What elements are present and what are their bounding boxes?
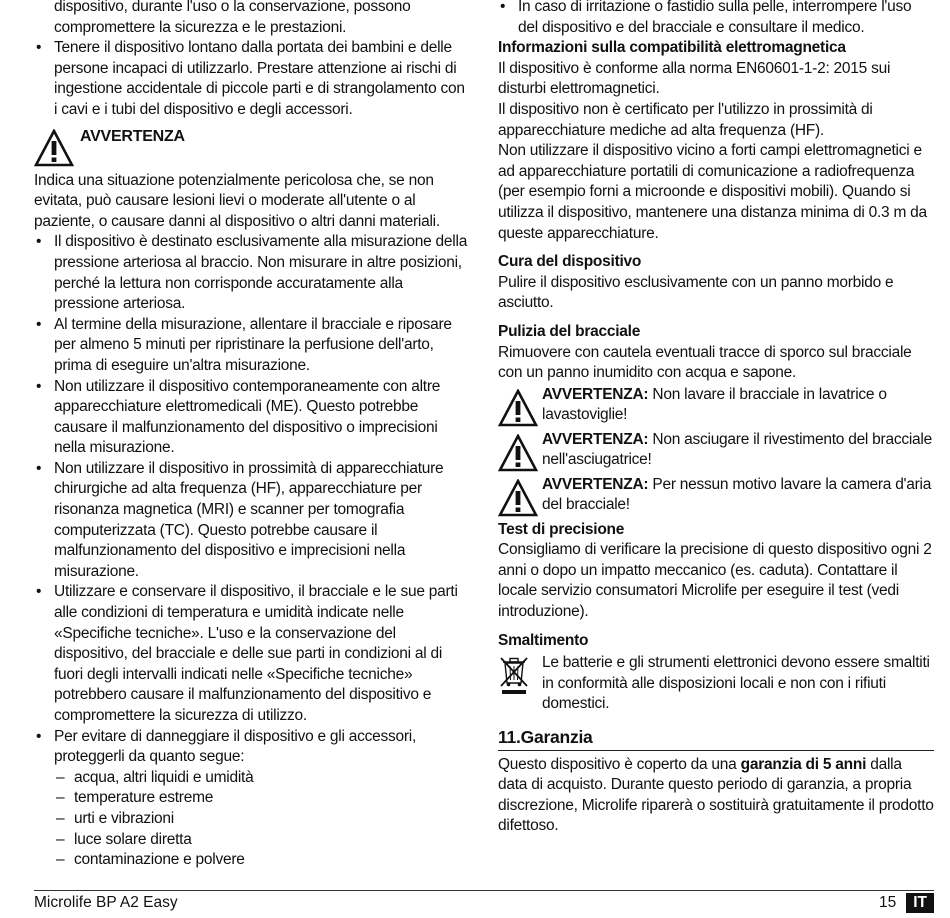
- emc-paragraph: Il dispositivo è conforme alla norma EN60601-1-2: 2015 sui disturbi elettromagnetici.: [498, 59, 891, 98]
- footer-page-info: [879, 893, 934, 913]
- sub-list-item: – urti e vibrazioni: [54, 809, 470, 830]
- sub-list-item: – luce solare diretta: [54, 830, 470, 851]
- crossed-bin-icon: [498, 655, 530, 695]
- warranty-period: garanzia di 5 anni: [740, 755, 867, 773]
- cuff-cleaning-paragraph: Rimuovere con cautela eventuali tracce di sporco sul bracciale con un panno inumidito con acqua e sapone.: [498, 343, 912, 382]
- list-item: • Non utilizzare il dispositivo in prossimità di apparecchiature chirurgiche ad alta frequenza (HF), apparecchiature per risonanza magnetica (MRI) e scanner per tomografia computerizzata (TC). Questo potrebbe causare il malfunzionamento del dispositivo e imprecisioni nella misurazione.: [34, 459, 470, 583]
- list-item: • In caso di irritazione o fastidio sulla pelle, interrompere l'uso del dispositivo e del bracciale e consultare il medico.: [498, 0, 934, 38]
- warranty-heading: 11.Garanzia: [498, 727, 934, 751]
- warning-title: AVVERTENZA: [80, 127, 185, 145]
- warning-text: Non asciugare il rivestimento del bracciale nell'asciugatrice!: [542, 430, 932, 469]
- warning-triangle-icon: [498, 389, 538, 427]
- cuff-cleaning-heading: Pulizia del bracciale: [498, 322, 641, 340]
- emc-paragraph: Il dispositivo non è certificato per l'utilizzo in prossimità di apparecchiature mediche ad alta frequenza (HF).: [498, 100, 873, 139]
- warranty-text-start: Questo dispositivo è coperto da una: [498, 755, 741, 773]
- emc-heading: Informazioni sulla compatibilità elettromagnetica: [498, 39, 846, 57]
- disposal-paragraph: Le batterie e gli strumenti elettronici devono essere smaltiti in conformità alle disposizioni locali e non con i rifiuti domestici.: [542, 654, 930, 713]
- warning-triangle-icon: [498, 434, 538, 472]
- warning-label: AVVERTENZA:: [542, 475, 649, 493]
- sub-list-item: – contaminazione e polvere: [54, 850, 470, 871]
- warning-triangle-icon: [34, 129, 74, 167]
- cuff-warning: [498, 385, 934, 427]
- warning-text: Per nessun motivo lavare la camera d'aria del bracciale!: [542, 475, 932, 514]
- page-number: 15: [878, 894, 897, 911]
- footer-divider: [34, 890, 934, 891]
- disposal-row: [498, 653, 934, 715]
- sub-list-item: – acqua, altri liquidi e umidità: [54, 768, 470, 789]
- warranty-paragraph: [498, 755, 934, 837]
- list-item: [34, 727, 470, 768]
- right-column: [498, 0, 934, 837]
- warning-description: Indica una situazione potenzialmente pericolosa che, se non evitata, può causare lesioni lievi o moderate all'utente o al paziente, o causare danni al dispositivo o altri danni materiali.: [34, 171, 440, 230]
- intro-continuation: dispositivo, durante l'uso o la conservazione, possono compromettere la sicurezza e le prestazioni.: [54, 0, 411, 36]
- footer-product-name: Microlife BP A2 Easy: [34, 894, 178, 911]
- care-heading: Cura del dispositivo: [498, 253, 642, 271]
- cuff-warning: [498, 475, 934, 517]
- language-badge: IT: [906, 893, 934, 913]
- warning-label: AVVERTENZA:: [542, 385, 649, 403]
- left-column: [34, 0, 470, 871]
- accuracy-heading: Test di precisione: [498, 520, 625, 538]
- protection-sub-list: [34, 768, 470, 871]
- warning-triangle-icon: [498, 479, 538, 517]
- emc-paragraph: Non utilizzare il dispositivo vicino a forti campi elettromagnetici e ad apparecchiature portatili di comunicazione a radiofrequenza (per esempio forni a microonde e dispositivi mobili). Quando si utilizza il dispositivo, mantenere una distanza minima di 0.3 m da queste apparecchiature.: [498, 142, 927, 242]
- list-item: • Al termine della misurazione, allentare il bracciale e riposare per almeno 5 minuti per ripristinare la perfusione dell'arto, prima di eseguire un'altra misurazione.: [34, 315, 470, 377]
- warranty-text-end: dalla data di acquisto. Durante questo periodo di garanzia, a propria discrezione, Microlife riparerà o sostituirà gratuitamente il prodotto difettoso.: [498, 755, 934, 835]
- list-item: • Utilizzare e conservare il dispositivo, il bracciale e le sue parti alle condizioni di temperatura e umidità indicate nelle «Specifiche tecniche». L'uso e la conservazione del dispositivo, del bracciale e delle sue parti in condizioni al di fuori degli intervalli indicati nelle «Specifiche tecniche» potrebbero causare il malfunzionamento del dispositivo e compromettere la sicurezza di utilizzo.: [34, 582, 470, 726]
- warning-label: AVVERTENZA:: [542, 430, 649, 448]
- list-item: • Il dispositivo è destinato esclusivamente alla misurazione della pressione arteriosa al braccio. Non misurare in altre posizioni, perché la lettura non corrisponde accuratamente alla pressione arteriosa.: [34, 232, 470, 314]
- list-item: • Tenere il dispositivo lontano dalla portata dei bambini e delle persone incapaci di utilizzarlo. Prestare attenzione ai rischi di ingestione accidentale di piccole parti e di strangolamento con i cavi e i tubi del dispositivo e degli accessori.: [34, 38, 470, 120]
- list-item-text: Per evitare di danneggiare il dispositivo e gli accessori, proteggerli da quanto segue:: [54, 727, 417, 766]
- sub-list-item: – temperature estreme: [54, 788, 470, 809]
- list-item: • Non utilizzare il dispositivo contemporaneamente con altre apparecchiature elettromedicali (ME). Questo potrebbe causare il malfunzionamento del dispositivo o imprecisioni nella misurazione.: [34, 377, 470, 459]
- disposal-heading: Smaltimento: [498, 631, 589, 649]
- irritation-list: [498, 0, 934, 38]
- warning-header: [34, 127, 470, 169]
- warning-text: Non lavare il bracciale in lavatrice o lavastoviglie!: [542, 385, 887, 424]
- accuracy-paragraph: Consigliamo di verificare la precisione di questo dispositivo ogni 2 anni o dopo un impatto meccanico (es. caduta). Contattare il locale servizio consumatori Microlife per eseguire il test (vedi introduzione).: [498, 541, 932, 621]
- warning-bullet-list: [34, 232, 470, 767]
- cuff-warning: [498, 430, 934, 472]
- care-paragraph: Pulire il dispositivo esclusivamente con un panno morbido e asciutto.: [498, 273, 894, 312]
- children-safety-list: [34, 38, 470, 120]
